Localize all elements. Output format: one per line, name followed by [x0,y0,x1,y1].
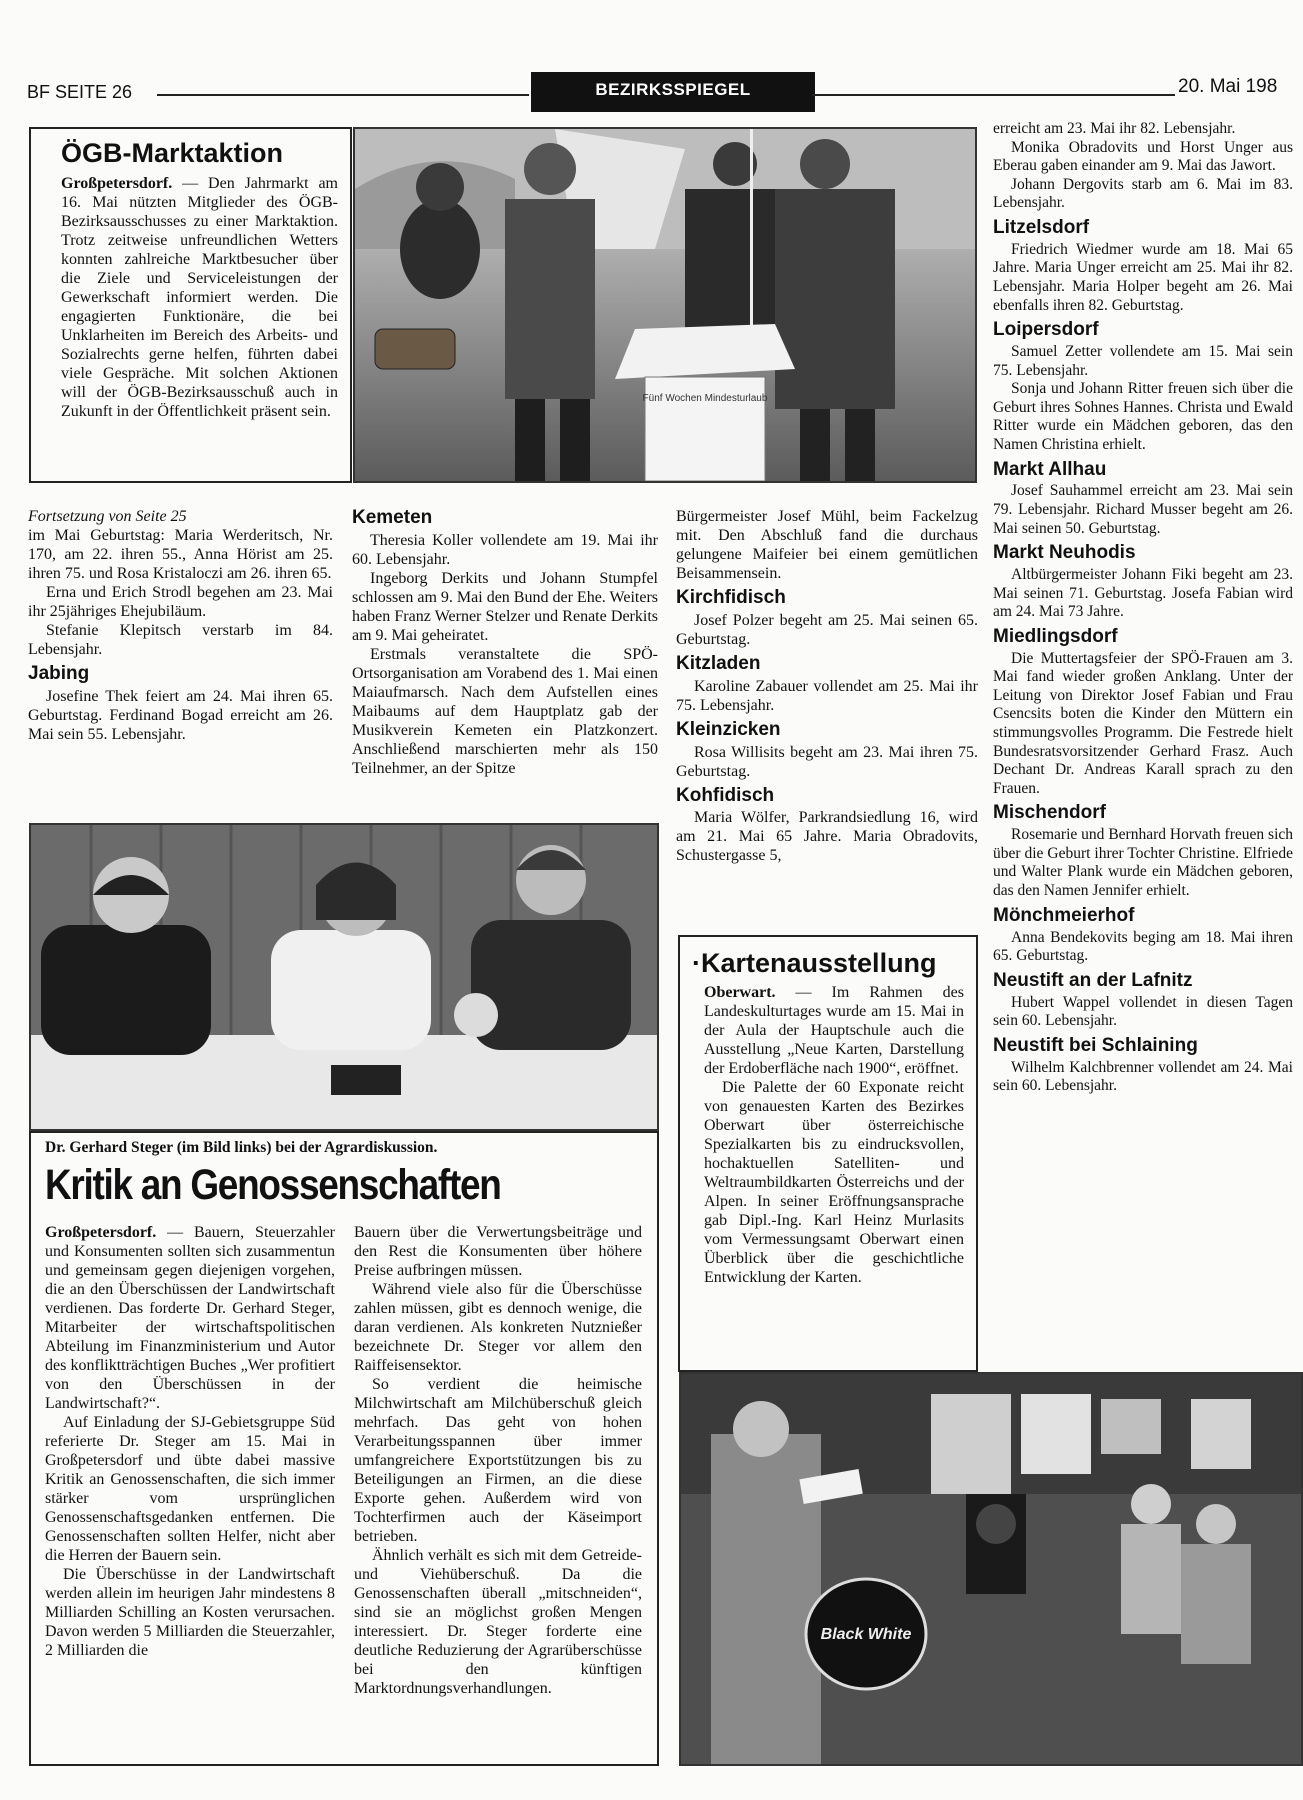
column-4-clip [993,120,1303,1355]
oegb-text: — Den Jahrmarkt am 16. Mai nützten Mitglieder des ÖGB-Bezirksausschusses zu einer Marktaktion. Trotz zeitweise unfreundlichen Wetters konnten zahlreiche Marktbesucher über die Ziele und Serviceleistungen der Gewerkschaft informiert werden. Die engagierten Funktionäre, die bei Unklarheiten im Bereich des Arbeits- und Sozialrechts gerne helfen, führten dabei viele Gespräche. Mit solchen Aktionen will der ÖGB-Bezirksausschuß auch in Zukunft in der Öffentlichkeit präsent sein. [61,175,338,421]
heading-kohfidisch: Kohfidisch [676,784,775,806]
jabing-text: Josefine Thek feiert am 24. Mai ihren 65. Geburtstag. Ferdinand Bogad erreicht am 26. Mai sein 55. Lebensjahr. [28,687,333,743]
issue-date: 20. Mai 198 [1178,76,1278,97]
header-rule-right [812,94,1175,96]
heading-neustift-lafnitz: Neustift an der Lafnitz [993,969,1193,991]
oegb-place: Großpetersdorf. [61,175,173,193]
loipersdorf-p1: Samuel Zetter vollendete am 15. Mai sein 75. Lebensjahr. [993,343,1293,379]
heading-mischendorf: Mischendorf [993,802,1106,824]
market-stand-illustration [355,129,975,481]
kritik-b1: Bauern über die Verwertungsbeiträge und den Rest die Konsumenten über höhere Preise aufbringen müssen. [354,1224,642,1279]
heading-markt-allhau: Markt Allhau [993,458,1107,480]
continuation-note: Fortsetzung von Seite 25 [28,508,187,525]
kemeten-p1: Theresia Koller vollendete am 19. Mai ihr 60. Lebensjahr. [352,531,658,568]
karten-p1: — Im Rahmen des Landeskulturtages wurde am 15. Mai in der Aula der Hauptschule auch die Ausstellung „Neue Karten, Darstellung der Erdoberfläche nach 1900“, eröffnet. [704,984,964,1078]
heading-loipersdorf: Loipersdorf [993,319,1099,341]
column-2 [352,507,658,778]
heading-miedlingsdorf: Miedlingsdorf [993,625,1118,647]
page-number: BF SEITE 26 [27,82,133,102]
col4-p2: Johann Dergovits starb am 6. Mai im 83. Lebensjahr. [993,175,1293,212]
kritik-article [29,1131,659,1766]
oegb-title: ÖGB-Marktaktion [61,138,284,168]
column-1 [28,507,333,744]
col1-p2: Erna und Erich Strodl begehen am 23. Mai ihr 25jähriges Ehejubiläum. [28,584,333,620]
litzelsdorf-text: Friedrich Wiedmer wurde am 18. Mai 65 Jahre. Maria Unger erreicht am 25. Mai ihr 82. Lebensjahr. Maria Holper begeht am 26. Mai ebenfalls ihren 82. Geburtstag. [993,240,1293,314]
karten-p2: Die Palette der 60 Exponate reicht von genauesten Karten des Bezirkes Oberwart über österreichische Spezialkarten bis zu eindrucksvollen, hochaktuellen Satelliten- und Weltraumbildkarten Österreichs und der Alpen. In seiner Eröffnungsansprache gab Dipl.-Ing. Karl Heinz Murlasits vom Vermessungsamt Oberwart einen Überblick über die geschichtliche Entwicklung der Karten. [704,1079,964,1287]
kemeten-p4: Bürgermeister Josef Mühl, beim Fackelzug mit. Den Abschluß fand die durchaus gelungene Maifeier bei einem gemütlichen Beisammensein. [676,508,978,582]
heading-kemeten: Kemeten [352,507,433,528]
column-3 [676,507,978,865]
header-rule-left [157,94,529,96]
col1-p1: im Mai Geburtstag: Maria Werderitsch, Nr. 170, am 22. ihren 55., Anna Hörist am 25. ihren 75. und Rosa Kristaloczi am 26. ihren 65. [28,527,333,582]
mischendorf-text: Rosemarie und Bernhard Horvath freuen sich über die Geburt ihrer Tochter Christine. Elfriede und Walter Plank wurde ein Mädchen geboren, das den Namen Jennifer erhielt. [993,826,1293,900]
moenchmeierhof-text: Anna Bendekovits beging am 18. Mai ihren 65. Geburtstag. [993,928,1293,965]
oegb-body [61,174,338,421]
markt-allhau-text: Josef Sauhammel erreicht am 23. Mai sein 79. Lebensjahr. Richard Musser begeht am 26. Mai seinen 50. Geburtstag. [993,482,1293,537]
loipersdorf-p2: Sonja und Johann Ritter freuen sich über die Geburt ihres Sohnes Hannes. Christa und Ewald Ritter wurde ein Mädchen geboren, das den Namen Christina erhielt. [993,380,1293,453]
oegb-photo [353,127,977,483]
heading-litzelsdorf: Litzelsdorf [993,216,1090,238]
heading-kirchfidisch: Kirchfidisch [676,587,786,608]
column-4 [993,120,1293,1096]
karten-body [692,983,964,1287]
miedlingsdorf-text: Die Muttertagsfeier der SPÖ-Frauen am 3. Mai fand wieder großen Anklang. Unter der Leitung von Direktor Josef Fabian und Frau Csencsits boten die Kinder den Müttern ein stimmungsvolles Programm. Die Festrede hielt Bundesratsvorsitzender Gerhard Frasz. Auch Dechant Dr. Andreas Karall sprach zu den Frauen. [993,649,1293,797]
heading-markt-neuhodis: Markt Neuhodis [993,542,1136,564]
col1-p3: Stefanie Klepitsch verstarb im 84. Lebensjahr. [28,622,333,658]
kritik-col-2 [354,1223,642,1698]
kirchfidisch-text: Josef Polzer begeht am 25. Mai seinen 65. Geburtstag. [676,611,978,648]
karten-article [678,935,978,1372]
markt-neuhodis-text: Altbürgermeister Johann Fiki begeht am 23. Mai seinen 71. Geburtstag. Josefa Fabian wird am 24. Mai 73 Jahre. [993,566,1293,621]
heading-jabing: Jabing [28,663,90,684]
karten-title: ·Kartenausstellung [692,948,937,978]
kritik-a2: Auf Einladung der SJ-Gebietsgruppe Süd referierte Dr. Steger am 15. Mai in Großpetersdorf und übte dabei massive Kritik an Genossenschaften, die sich immer stärker vom ursprünglichen Genossenschaftsgedanken entfernen. Die Genossenschaften sollten Helfer, nicht aber die Herren der Bauern sein. [45,1414,335,1564]
kritik-b2: Während viele also für die Überschüsse zahlen müssen, gibt es dennoch wenige, die daran verdienen. Als konkreten Nutznießer bezeichnete Dr. Steger vor allem den Raiffeisensektor. [354,1281,642,1374]
kritik-col-1 [45,1223,335,1660]
drum-text: Black White [820,1626,912,1643]
kritik-place: Großpetersdorf. [45,1224,157,1241]
photo-caption: Dr. Gerhard Steger (im Bild links) bei der Agrardiskussion. [45,1139,438,1156]
neustift-schlaining-text: Wilhelm Kalchbrenner vollendet am 24. Mai sein 60. Lebensjahr. [993,1058,1293,1095]
kitzladen-text: Karoline Zabauer vollendet am 25. Mai ihr 75. Lebensjahr. [676,677,978,714]
kritik-title: Kritik an Genossenschaften [45,1161,501,1209]
kemeten-p2: Ingeborg Derkits und Johann Stumpfel schlossen am 9. Mai den Bund der Ehe. Weiters haben Franz Werner Stelzer und Renate Derkits am 9. Mai geheiratet. [352,569,658,644]
exhibition-illustration [681,1374,1301,1764]
oegb-article [29,127,352,483]
kritik-a3: Die Überschüsse in der Landwirtschaft werden allein im heurigen Jahr mindestens 8 Milliarden Schilling an Kosten verursachen. Davon werden 5 Milliarden die Steuerzahler, 2 Milliarden die [45,1566,335,1659]
kritik-b4: Ähnlich verhält es sich mit dem Getreide- und Viehüberschuß. Da die Genossenschaften überall „mitschneiden“, sind sie an möglichst großen Mengen interessiert. Dr. Steger forderte eine deutliche Reduzierung der Agrarüberschüsse bei den künftigen Marktordnungsverhandlungen. [354,1547,642,1697]
panel-discussion-illustration [31,825,657,1129]
kleinzicken-text: Rosa Willisits begeht am 23. Mai ihren 75. Geburtstag. [676,743,978,780]
kohfidisch-text: Maria Wölfer, Parkrandsiedlung 16, wird am 21. Mai 65 Jahre. Maria Obradovits, Schustergasse 5, [676,809,978,865]
kritik-a1: — Bauern, Steuerzahler und Konsumenten sollten sich zusammentun und gemeinsam gegen diejenigen vorgehen, die an den Überschüssen der Landwirtschaft verdienen. Das forderte Dr. Gerhard Steger, Mitarbeiter der wirtschaftspolitischen Abteilung im Finanzministerium und Autor des konfliktträchtigen Buches „Wer profitiert von den Überschüssen in der Landwirtschaft?“. [45,1224,335,1412]
kemeten-p3: Erstmals veranstaltete die SPÖ-Ortsorganisation am Vorabend des 1. Mai einen Maiaufmarsch. Nach dem Aufstellen eines Maibaums auf dem Hauptplatz gab der Musikverein Kemeten ein Platzkonzert. Anschließend marschierten mehr als 150 Teilnehmer, an der Spitze [352,645,658,777]
karten-photo [679,1372,1303,1766]
heading-moenchmeierhof: Mönchmeierhof [993,904,1135,926]
kritik-b3: So verdient die heimische Milchwirtschaft am Milchüberschuß gleich mehrfach. Das geht von hohen Verarbeitungsspannen über immer umfangreichere Exportstützungen bis zu Beteiligungen an Firmen, an die diese Exporte gehen. Außerdem wird von Tochterfirmen auch der Käseimport betrieben. [354,1376,642,1545]
karten-place: Oberwart. [704,984,776,1002]
col4-p0: erreicht am 23. Mai ihr 82. Lebensjahr. [993,120,1236,137]
agrar-discussion-photo [29,823,659,1131]
section-title: BEZIRKSSPIEGEL [531,72,815,112]
neustift-lafnitz-text: Hubert Wappel vollendet in diesen Tagen sein 60. Lebensjahr. [993,993,1293,1030]
heading-kleinzicken: Kleinzicken [676,718,781,740]
heading-neustift-schlaining: Neustift bei Schlaining [993,1034,1198,1056]
col4-p1: Monika Obradovits und Horst Unger aus Eberau gaben einander am 9. Mai das Jawort. [993,138,1293,175]
heading-kitzladen: Kitzladen [676,652,761,674]
stand-sign: Fünf Wochen Mindesturlaub [642,393,768,404]
